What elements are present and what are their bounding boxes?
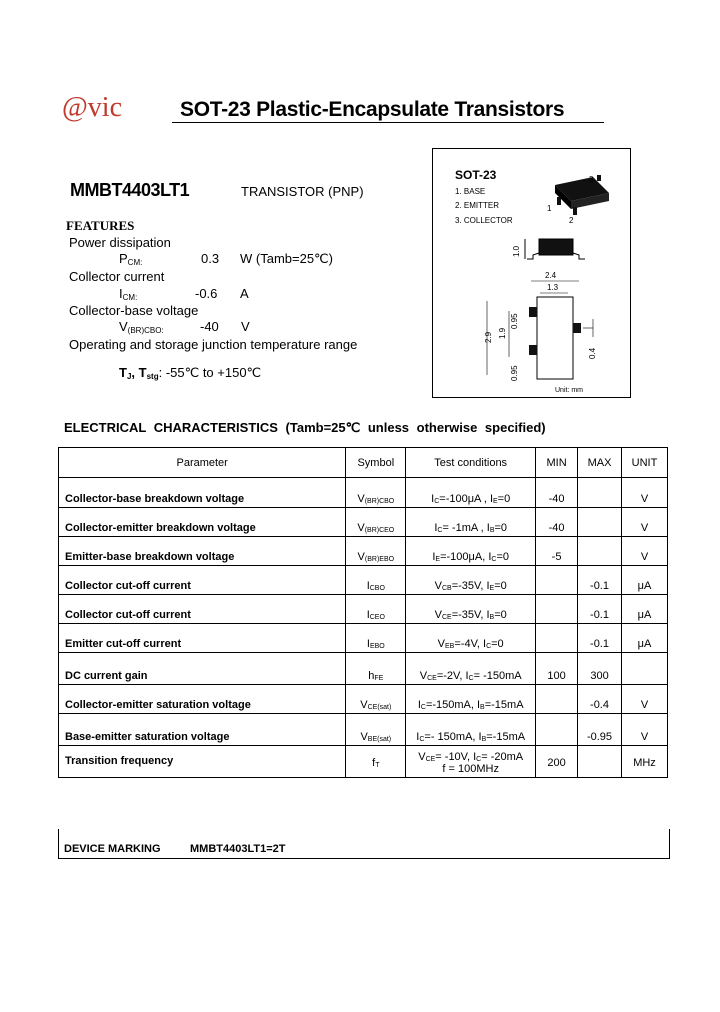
row-parameter: Collector cut-off current	[59, 566, 346, 595]
current-symbol: $I_{CM:}$	[119, 286, 138, 302]
table-row	[59, 566, 668, 595]
table-row	[59, 685, 668, 714]
row-min: -5	[536, 537, 578, 566]
dim-lead: 0.95	[510, 313, 519, 329]
row-min: 100	[536, 653, 578, 685]
table-row	[59, 746, 668, 778]
electrical-heading: ELECTRICAL CHARACTERISTICS (Tamb=25℃ unless otherwise specified)	[64, 420, 546, 435]
row-unit: V	[622, 714, 668, 746]
row-conditions: VCB=-35V, IE=0	[406, 566, 536, 595]
part-number: MMBT4403LT1	[70, 180, 190, 200]
row-parameter: Collector-emitter saturation voltage	[59, 685, 346, 714]
row-conditions: IC=- 150mA, IB=-15mA	[406, 714, 536, 746]
row-conditions: IE=-100μA, IC=0	[406, 537, 536, 566]
row-max: -0.1	[578, 624, 622, 653]
row-symbol: ICBO	[346, 566, 406, 595]
dim-pitch: 1.3	[547, 283, 559, 292]
row-max	[578, 746, 622, 778]
voltage-label: Collector-base voltage	[69, 303, 199, 318]
row-min	[536, 566, 578, 595]
table-row	[59, 478, 668, 508]
dim-pad: 0.4	[588, 347, 597, 359]
dim-width: 2.4	[545, 271, 557, 280]
pin-number-2: 2	[569, 216, 574, 225]
dim-height: 1.0	[512, 245, 521, 257]
row-conditions: IC=-100μA , IE=0	[406, 478, 536, 508]
row-symbol: V(BR)CEO	[346, 508, 406, 537]
table-row	[59, 653, 668, 685]
row-max: -0.1	[578, 566, 622, 595]
pin-2-label: 2. EMITTER	[455, 201, 500, 210]
dim-lead-2: 0.95	[510, 365, 519, 381]
row-conditions: VCE=-35V, IB=0	[406, 595, 536, 624]
row-max	[578, 537, 622, 566]
company-logo: @vic	[62, 92, 122, 123]
electrical-characteristics-table	[58, 447, 668, 778]
row-unit: μA	[622, 595, 668, 624]
row-parameter: Emitter-base breakdown voltage	[59, 537, 346, 566]
device-marking-label: DEVICE MARKING	[64, 843, 161, 855]
row-min: 200	[536, 746, 578, 778]
row-conditions: IC=-150mA, IB=-15mA	[406, 685, 536, 714]
row-unit: V	[622, 508, 668, 537]
row-max	[578, 508, 622, 537]
row-symbol: hFE	[346, 653, 406, 685]
unit-note: Unit: mm	[555, 387, 583, 394]
table-row	[59, 624, 668, 653]
row-parameter: Collector-base breakdown voltage	[59, 478, 346, 508]
row-symbol: V(BR)CBO	[346, 478, 406, 508]
column-header: MAX	[578, 448, 622, 478]
package-drawing	[433, 149, 630, 397]
package-outline-box	[432, 148, 631, 398]
row-max: 300	[578, 653, 622, 685]
row-max: -0.1	[578, 595, 622, 624]
temp-range: $T_J$, $T_{stg}$: -55℃ to +150℃	[119, 365, 262, 381]
power-value: 0.3	[201, 251, 220, 266]
dim-length: 2.9	[484, 331, 493, 343]
column-header: Test conditions	[406, 448, 536, 478]
column-header: Symbol	[346, 448, 406, 478]
row-min: -40	[536, 478, 578, 508]
row-symbol: V(BR)EBO	[346, 537, 406, 566]
row-unit: μA	[622, 566, 668, 595]
row-symbol: IEBO	[346, 624, 406, 653]
row-conditions: IC= -1mA , IB=0	[406, 508, 536, 537]
row-unit: V	[622, 685, 668, 714]
voltage-unit: V	[241, 319, 250, 334]
row-unit: V	[622, 537, 668, 566]
row-conditions: VEB=-4V, IC=0	[406, 624, 536, 653]
pin-1-label: 1. BASE	[455, 187, 486, 196]
row-parameter: Base-emitter saturation voltage	[59, 714, 346, 746]
row-symbol: VBE(sat)	[346, 714, 406, 746]
row-conditions: VCE=-2V, IC= -150mA	[406, 653, 536, 685]
row-min	[536, 595, 578, 624]
package-side-view	[525, 239, 585, 259]
row-parameter: DC current gain	[59, 653, 346, 685]
part-type: TRANSISTOR (PNP)	[241, 184, 364, 199]
row-max: -0.4	[578, 685, 622, 714]
row-unit: V	[622, 478, 668, 508]
package-top-view	[529, 297, 593, 379]
row-symbol: VCE(sat)	[346, 685, 406, 714]
row-parameter: Transition frequency	[59, 746, 346, 778]
power-label: Power dissipation	[69, 235, 171, 250]
row-parameter: Emitter cut-off current	[59, 624, 346, 653]
table-row	[59, 508, 668, 537]
voltage-symbol: $V_{(BR)CBO:}$	[119, 319, 164, 335]
pin-number-1: 1	[547, 204, 552, 213]
package-name: SOT-23	[455, 168, 497, 182]
row-unit	[622, 653, 668, 685]
table-row	[59, 714, 668, 746]
document-title: SOT-23 Plastic-Encapsulate Transistors	[180, 98, 565, 121]
row-parameter: Collector-emitter breakdown voltage	[59, 508, 346, 537]
row-symbol: ICEO	[346, 595, 406, 624]
row-min	[536, 714, 578, 746]
device-marking-value: MMBT4403LT1=2T	[190, 843, 286, 855]
title-underline	[172, 122, 604, 123]
table-row	[59, 595, 668, 624]
package-3d-icon	[555, 175, 609, 215]
row-unit: MHz	[622, 746, 668, 778]
power-symbol: $P_{CM:}$	[119, 251, 143, 267]
pin-number-3: 3	[589, 175, 594, 184]
table-row	[59, 537, 668, 566]
row-min	[536, 685, 578, 714]
row-max: -0.95	[578, 714, 622, 746]
column-header: UNIT	[622, 448, 668, 478]
features-heading: FEATURES	[66, 218, 135, 233]
temp-label: Operating and storage junction temperature range	[69, 337, 358, 352]
row-symbol: fT	[346, 746, 406, 778]
current-unit: A	[240, 286, 249, 301]
voltage-value: -40	[200, 319, 219, 334]
row-max	[578, 478, 622, 508]
column-header: MIN	[536, 448, 578, 478]
row-parameter: Collector cut-off current	[59, 595, 346, 624]
table-header-row	[59, 448, 668, 478]
current-label: Collector current	[69, 269, 165, 284]
current-value: -0.6	[195, 286, 218, 301]
row-unit: μA	[622, 624, 668, 653]
power-unit: W (Tamb=25℃)	[240, 251, 333, 266]
column-header: Parameter	[59, 448, 346, 478]
pin-3-label: 3. COLLECTOR	[455, 216, 513, 225]
row-min	[536, 624, 578, 653]
dim-span: 1.9	[498, 327, 507, 339]
row-conditions: VCE= -10V, IC= -20mA f = 100MHz	[406, 746, 536, 778]
row-min: -40	[536, 508, 578, 537]
